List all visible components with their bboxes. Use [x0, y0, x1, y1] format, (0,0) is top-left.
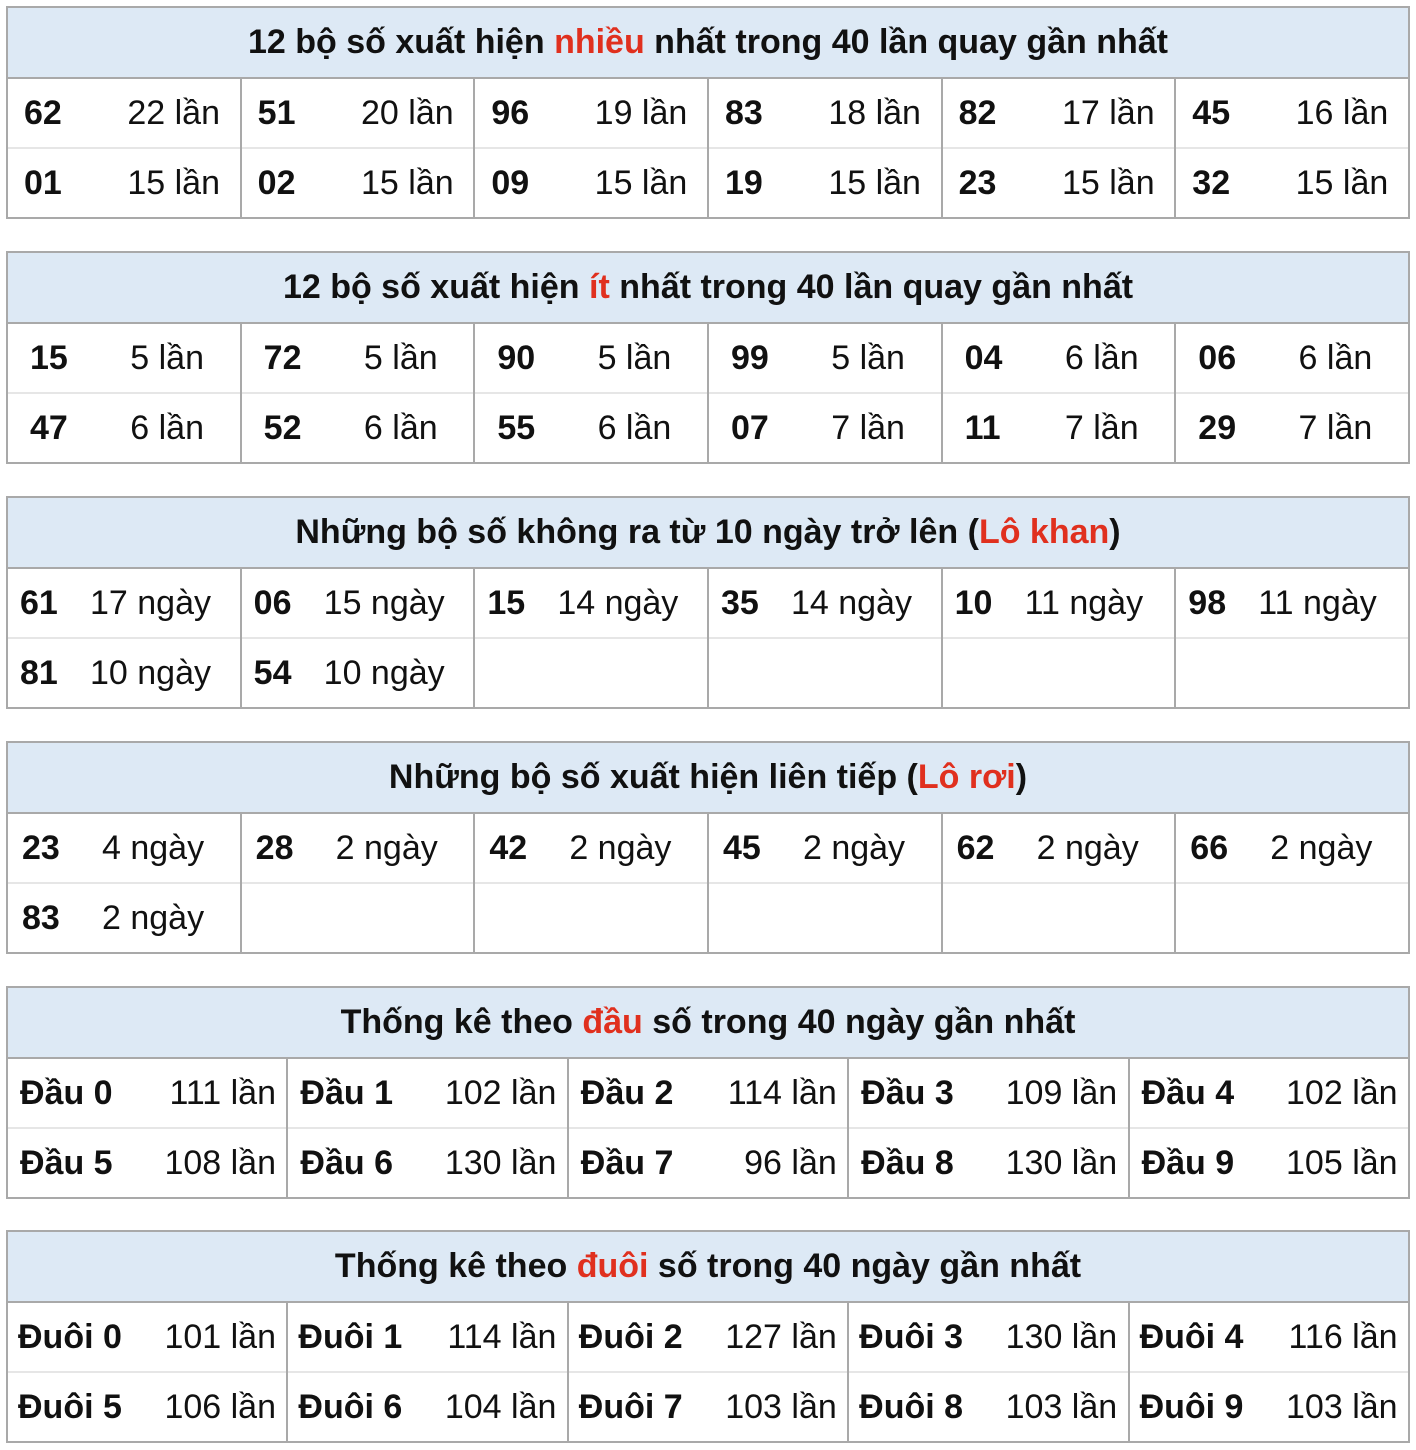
count: 11 ngày — [1024, 583, 1144, 622]
digit-label: Đuôi 8 — [859, 1387, 964, 1426]
stat-cell — [474, 638, 708, 708]
digit-label: Đuôi 3 — [859, 1317, 964, 1356]
digit-label: Đầu 8 — [861, 1143, 954, 1182]
number: 29 — [1198, 408, 1237, 447]
dau-stat-table — [6, 986, 1410, 1199]
count: 17 lần — [1061, 93, 1155, 132]
count: 14 ngày — [790, 583, 912, 622]
number: 02 — [257, 163, 296, 202]
count: 105 lần — [1286, 1143, 1398, 1182]
count: 11 ngày — [1258, 583, 1377, 622]
stat-cell — [7, 78, 241, 148]
stat-cell — [474, 323, 708, 393]
stat-cell — [1175, 883, 1409, 953]
stat-cell — [7, 1128, 287, 1198]
stat-cell — [7, 1372, 287, 1442]
digit-label: Đuôi 0 — [18, 1317, 122, 1356]
table-row — [7, 1372, 1409, 1442]
stat-cell — [7, 393, 241, 463]
digit-label: Đuôi 7 — [578, 1387, 683, 1426]
count: 18 lần — [828, 93, 921, 132]
stat-cell — [1129, 1058, 1409, 1128]
number: 23 — [958, 163, 997, 202]
stat-cell — [7, 883, 241, 953]
count: 96 lần — [744, 1143, 837, 1182]
digit-label: Đầu 4 — [1141, 1073, 1235, 1112]
number: 45 — [1192, 93, 1231, 132]
stat-cell — [474, 883, 708, 953]
stat-cell — [708, 638, 942, 708]
count: 7 lần — [831, 408, 905, 447]
stat-cell — [568, 1058, 848, 1128]
number: 55 — [497, 408, 536, 447]
number: 06 — [1198, 338, 1237, 377]
stat-cell — [1175, 148, 1409, 218]
number: 96 — [491, 93, 530, 132]
number: 19 — [724, 163, 763, 202]
count: 2 ngày — [335, 828, 438, 867]
digit-label: Đuôi 2 — [578, 1317, 683, 1356]
stat-cell — [241, 813, 475, 883]
number: 09 — [491, 163, 530, 202]
count: 130 lần — [444, 1143, 557, 1182]
stat-cell — [942, 638, 1176, 708]
number: 54 — [253, 653, 292, 692]
number: 10 — [954, 583, 993, 622]
number: 72 — [263, 338, 302, 377]
number: 47 — [30, 408, 68, 447]
count: 103 lần — [1286, 1387, 1398, 1426]
digit-label: Đuôi 4 — [1139, 1317, 1244, 1356]
least-frequent-table — [6, 251, 1410, 464]
stat-cell — [942, 393, 1176, 463]
stat-cell — [7, 638, 241, 708]
number: 52 — [263, 408, 302, 447]
stat-cell — [1175, 638, 1409, 708]
number: 11 — [964, 408, 1001, 447]
stat-cell — [848, 1058, 1128, 1128]
count: 6 lần — [1298, 338, 1373, 377]
table-row — [7, 1058, 1409, 1128]
count: 6 lần — [1064, 338, 1139, 377]
stat-cell — [474, 813, 708, 883]
stat-cell — [848, 1372, 1128, 1442]
stat-cell — [942, 883, 1176, 953]
digit-label: Đầu 0 — [20, 1073, 113, 1112]
stat-cell — [942, 323, 1176, 393]
table-row — [7, 148, 1409, 218]
number: 32 — [1192, 163, 1231, 202]
table-row — [7, 568, 1409, 638]
stat-cell — [1175, 393, 1409, 463]
count: 22 lần — [127, 93, 220, 132]
stat-cell — [241, 568, 475, 638]
number: 15 — [487, 583, 526, 622]
count: 2 ngày — [569, 828, 672, 867]
stat-cell — [848, 1302, 1128, 1372]
number: 61 — [20, 583, 58, 622]
stat-cell — [708, 78, 942, 148]
number: 35 — [720, 583, 759, 622]
stat-cell — [708, 813, 942, 883]
count: 7 lần — [1298, 408, 1373, 447]
table-row — [7, 638, 1409, 708]
table-row — [7, 323, 1409, 393]
stat-cell — [942, 813, 1176, 883]
stat-cell — [708, 883, 942, 953]
digit-label: Đầu 5 — [20, 1143, 113, 1182]
stat-cell — [708, 393, 942, 463]
count: 6 lần — [130, 408, 204, 447]
number: 07 — [730, 408, 769, 447]
table-row — [7, 883, 1409, 953]
table-row — [7, 78, 1409, 148]
number: 45 — [722, 828, 761, 867]
count: 15 lần — [828, 163, 921, 202]
stat-cell — [1129, 1372, 1409, 1442]
table-row — [7, 1302, 1409, 1372]
stat-cell — [568, 1302, 848, 1372]
count: 15 lần — [1295, 163, 1389, 202]
count: 101 lần — [164, 1317, 276, 1356]
stat-cell — [7, 323, 241, 393]
count: 2 ngày — [102, 898, 205, 937]
count: 14 ngày — [557, 583, 679, 622]
count: 2 ngày — [1270, 828, 1373, 867]
number: 15 — [30, 338, 68, 377]
digit-label: Đuôi 5 — [18, 1387, 122, 1426]
stat-cell — [7, 813, 241, 883]
stat-cell — [474, 148, 708, 218]
digit-label: Đuôi 1 — [298, 1317, 403, 1356]
count: 127 lần — [725, 1317, 837, 1356]
count: 2 ngày — [1036, 828, 1139, 867]
stat-cell — [1175, 323, 1409, 393]
number: 90 — [497, 338, 536, 377]
stat-cell — [241, 393, 475, 463]
count: 114 lần — [727, 1073, 837, 1112]
count: 102 lần — [444, 1073, 557, 1112]
lo-khan-title: Những bộ số không ra từ 10 ngày trở lên (Lô khan) — [7, 497, 1409, 568]
count: 5 lần — [597, 338, 672, 377]
number: 06 — [253, 583, 292, 622]
stat-cell — [568, 1372, 848, 1442]
count: 6 lần — [363, 408, 438, 447]
number: 98 — [1188, 583, 1227, 622]
number: 83 — [724, 93, 763, 132]
number: 81 — [20, 653, 58, 692]
duoi-stat-title: Thống kê theo đuôi số trong 40 ngày gần nhất — [7, 1231, 1409, 1302]
digit-label: Đầu 7 — [580, 1143, 674, 1182]
count: 5 lần — [831, 338, 905, 377]
number: 62 — [24, 93, 62, 132]
stat-cell — [1129, 1302, 1409, 1372]
stat-cell — [474, 78, 708, 148]
count: 15 lần — [361, 163, 454, 202]
least-frequent-title: 12 bộ số xuất hiện ít nhất trong 40 lần quay gần nhất — [7, 252, 1409, 323]
stat-cell — [1175, 568, 1409, 638]
number: 23 — [22, 828, 60, 867]
digit-label: Đầu 9 — [1141, 1143, 1235, 1182]
stat-cell — [287, 1128, 567, 1198]
count: 104 lần — [444, 1387, 557, 1426]
lo-roi-title: Những bộ số xuất hiện liên tiếp (Lô rơi) — [7, 742, 1409, 813]
most-frequent-table — [6, 6, 1410, 219]
digit-label: Đuôi 6 — [298, 1387, 403, 1426]
count: 6 lần — [597, 408, 672, 447]
stat-cell — [241, 148, 475, 218]
stat-cell — [474, 568, 708, 638]
stat-cell — [287, 1302, 567, 1372]
stat-cell — [241, 638, 475, 708]
number: 62 — [956, 828, 995, 867]
count: 116 lần — [1288, 1317, 1398, 1356]
stat-cell — [1129, 1128, 1409, 1198]
stat-cell — [708, 148, 942, 218]
count: 103 lần — [1005, 1387, 1118, 1426]
lo-khan-table — [6, 496, 1410, 709]
count: 130 lần — [1005, 1317, 1118, 1356]
number: 82 — [958, 93, 997, 132]
count: 114 lần — [447, 1317, 557, 1356]
stat-cell — [942, 568, 1176, 638]
stat-cell — [287, 1372, 567, 1442]
count: 109 lần — [1005, 1073, 1118, 1112]
count: 102 lần — [1286, 1073, 1398, 1112]
count: 106 lần — [164, 1387, 276, 1426]
stat-cell — [474, 393, 708, 463]
count: 15 lần — [1061, 163, 1155, 202]
count: 17 ngày — [90, 583, 211, 622]
count: 4 ngày — [102, 828, 205, 867]
stat-cell — [848, 1128, 1128, 1198]
count: 10 ngày — [323, 653, 445, 692]
count: 2 ngày — [802, 828, 906, 867]
stat-cell — [1175, 813, 1409, 883]
count: 5 lần — [130, 338, 204, 377]
count: 5 lần — [363, 338, 438, 377]
digit-label: Đuôi 9 — [1139, 1387, 1244, 1426]
stat-cell — [241, 883, 475, 953]
count: 130 lần — [1005, 1143, 1118, 1182]
count: 103 lần — [725, 1387, 837, 1426]
stat-cell — [708, 323, 942, 393]
count: 15 lần — [127, 163, 220, 202]
digit-label: Đầu 2 — [580, 1073, 674, 1112]
stat-cell — [568, 1128, 848, 1198]
stat-cell — [287, 1058, 567, 1128]
number: 42 — [489, 828, 528, 867]
stat-cell — [942, 148, 1176, 218]
count: 7 lần — [1064, 408, 1139, 447]
number: 83 — [22, 898, 60, 937]
count: 20 lần — [361, 93, 454, 132]
count: 111 lần — [169, 1073, 276, 1112]
number: 04 — [964, 338, 1003, 377]
count: 16 lần — [1295, 93, 1389, 132]
digit-label: Đầu 6 — [300, 1143, 393, 1182]
stat-cell — [241, 323, 475, 393]
stat-cell — [708, 568, 942, 638]
lo-roi-table — [6, 741, 1410, 954]
number: 99 — [730, 338, 769, 377]
duoi-stat-table — [6, 1230, 1410, 1443]
table-row — [7, 813, 1409, 883]
count: 108 lần — [164, 1143, 276, 1182]
number: 66 — [1190, 828, 1229, 867]
count: 15 ngày — [323, 583, 445, 622]
digit-label: Đầu 1 — [300, 1073, 393, 1112]
number: 01 — [24, 163, 62, 202]
stat-cell — [7, 1302, 287, 1372]
stat-cell — [942, 78, 1176, 148]
dau-stat-title: Thống kê theo đầu số trong 40 ngày gần nhất — [7, 987, 1409, 1058]
stat-cell — [241, 78, 475, 148]
count: 19 lần — [594, 93, 688, 132]
table-row — [7, 1128, 1409, 1198]
number: 28 — [255, 828, 294, 867]
number: 51 — [257, 93, 296, 132]
stat-cell — [7, 1058, 287, 1128]
table-row — [7, 393, 1409, 463]
stat-cell — [7, 148, 241, 218]
count: 10 ngày — [90, 653, 211, 692]
stat-cell — [7, 568, 241, 638]
most-frequent-title: 12 bộ số xuất hiện nhiều nhất trong 40 lần quay gần nhất — [7, 7, 1409, 78]
digit-label: Đầu 3 — [861, 1073, 954, 1112]
count: 15 lần — [594, 163, 688, 202]
stat-cell — [1175, 78, 1409, 148]
